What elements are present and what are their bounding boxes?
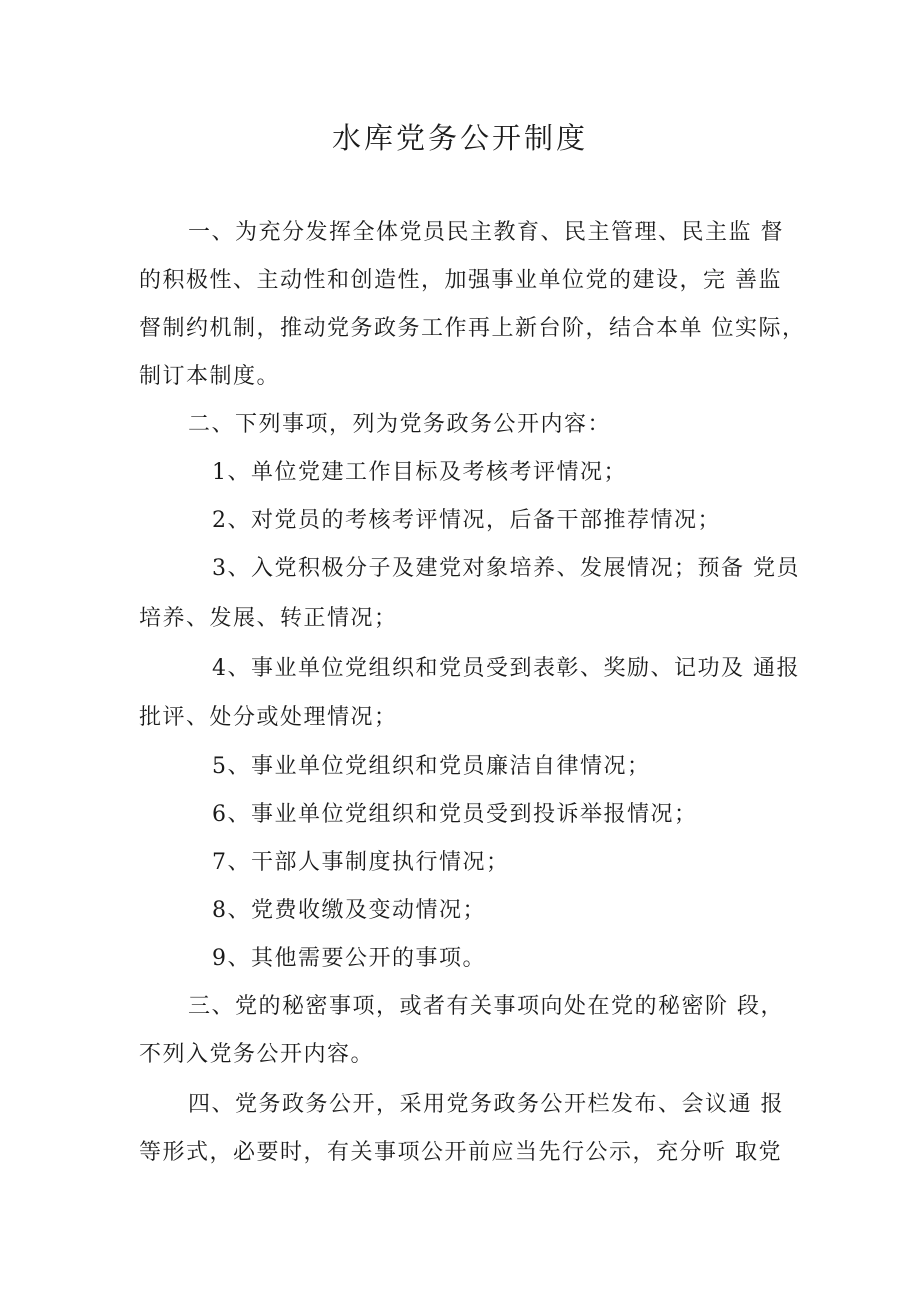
list-item-5: 5、事业单位党组织和党员廉洁自律情况； <box>212 754 651 779</box>
paragraph-1-line-3: 督制约机制，推动党务政务工作再上新台阶，结合本单 位实际， <box>139 316 806 341</box>
list-item-6: 6、事业单位党组织和党员受到投诉举报情况； <box>212 802 698 827</box>
paragraph-1-line-2: 的积极性、主动性和创造性，加强事业单位党的建设，完 善监 <box>139 268 782 293</box>
list-item-9: 9、其他需要公开的事项。 <box>212 946 486 971</box>
list-item-4-line-2: 批评、处分或处理情况； <box>139 705 398 730</box>
paragraph-3-line-1: 三、党的秘密事项，或者有关事项向处在党的秘密阶 段， <box>188 994 784 1019</box>
document-title: 水库党务公开制度 <box>331 121 588 155</box>
paragraph-4-line-1: 四、党务政务公开，采用党务政务公开栏发布、会议通 报 <box>188 1092 784 1117</box>
list-item-3-line-1: 3、入党积极分子及建党对象培养、发展情况；预备 党员 <box>212 556 800 581</box>
paragraph-1-line-1: 一、为充分发挥全体党员民主教育、民主管理、民主监 督 <box>188 220 784 245</box>
list-item-2: 2、对党员的考核考评情况，后备干部推荐情况； <box>212 508 721 533</box>
list-item-1: 1、单位党建工作目标及考核考评情况； <box>212 460 627 485</box>
list-item-7: 7、干部人事制度执行情况； <box>212 850 510 875</box>
list-item-8: 8、党费收缴及变动情况； <box>212 898 486 923</box>
paragraph-1-line-4: 制订本制度。 <box>139 364 281 389</box>
paragraph-3-line-2: 不列入党务公开内容。 <box>139 1042 375 1067</box>
paragraph-4-line-2: 等形式，必要时，有关事项公开前应当先行公示，充分听 取党 <box>139 1140 782 1165</box>
paragraph-2-heading: 二、下列事项，列为党务政务公开内容： <box>188 412 612 437</box>
list-item-3-line-2: 培养、发展、转正情况； <box>139 606 398 631</box>
list-item-4-line-1: 4、事业单位党组织和党员受到表彰、奖励、记功及 通报 <box>212 656 800 681</box>
